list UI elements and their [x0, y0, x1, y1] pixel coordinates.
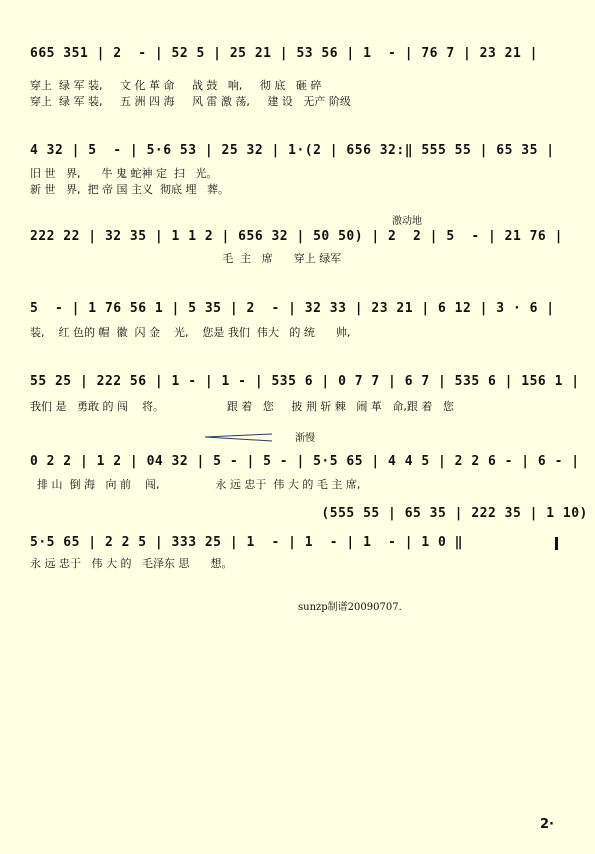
- lyric-line-5: 我们 是 勇敢 的 闯 将。 跟 着 您 披 荆 斩 棘 闹 革 命,跟 着 您: [30, 400, 454, 413]
- lyric-line-2-verse-2: 新 世 界, 把 帝 国 主义 彻底 埋 葬。: [30, 183, 229, 196]
- transcription-credit: sunzp制谱20090707.: [298, 602, 402, 613]
- notation-line-4: 5 - | 1 76 56 1 | 5 35 | 2 - | 32 33 | 23 21 | 6 12 | 3 · 6 |: [30, 301, 555, 316]
- final-barline: [555, 537, 558, 550]
- lyric-line-8: 永 远 忠于 伟 大 的 毛泽东 思 想。: [30, 557, 233, 570]
- notation-line-1: 665 351 | 2 - | 52 5 | 25 21 | 53 56 | 1 - | 76 7 | 23 21 |: [30, 46, 538, 61]
- notation-line-7-interlude: (555 55 | 65 35 | 222 35 | 1 10): [30, 506, 588, 521]
- notation-line-5: 55 25 | 222 56 | 1 - | 1 - | 535 6 | 0 7 7 | 6 7 | 535 6 | 156 1 |: [30, 374, 580, 389]
- lyric-line-6: 排 山 倒 海 向 前 闯, 永 远 忠于 伟 大 的 毛 主 席,: [30, 478, 361, 491]
- tempo-annotation-excited: 激动地: [392, 216, 422, 227]
- lyric-line-4: 装, 红 色的 帽 徽 闪 金 光, 您是 我们 伟大 的 统 帅,: [30, 326, 351, 339]
- lyric-line-1-verse-2: 穿上 绿 军 装, 五 洲 四 海 风 雷 激 荡, 建 设 无产 阶级: [30, 95, 351, 108]
- notation-line-8: 5·5 65 | 2 2 5 | 333 25 | 1 - | 1 - | 1 - | 1 0 ‖: [30, 535, 463, 550]
- page-number: 2·: [540, 817, 554, 832]
- notation-line-3: 222 22 | 32 35 | 1 1 2 | 656 32 | 50 50) | 2 2 | 5 - | 21 76 |: [30, 229, 563, 244]
- lyric-line-3: 毛 主 席 穿上 绿军: [30, 252, 342, 265]
- notation-line-2: 4 32 | 5 - | 5·6 53 | 25 32 | 1·(2 | 656 32:‖ 555 55 | 65 35 |: [30, 143, 555, 158]
- lyric-line-2-verse-1: 旧 世 界, 牛 鬼 蛇神 定 扫 光。: [30, 167, 218, 180]
- lyric-line-1-verse-1: 穿上 绿 军 装, 文 化 革 命 战 鼓 响, 彻 底 砸 碎: [30, 79, 322, 92]
- tempo-annotation-slower: 渐慢: [295, 433, 315, 444]
- notation-line-6: 0 2 2 | 1 2 | 04 32 | 5 - | 5 - | 5·5 65 | 4 4 5 | 2 2 6 - | 6 - |: [30, 454, 580, 469]
